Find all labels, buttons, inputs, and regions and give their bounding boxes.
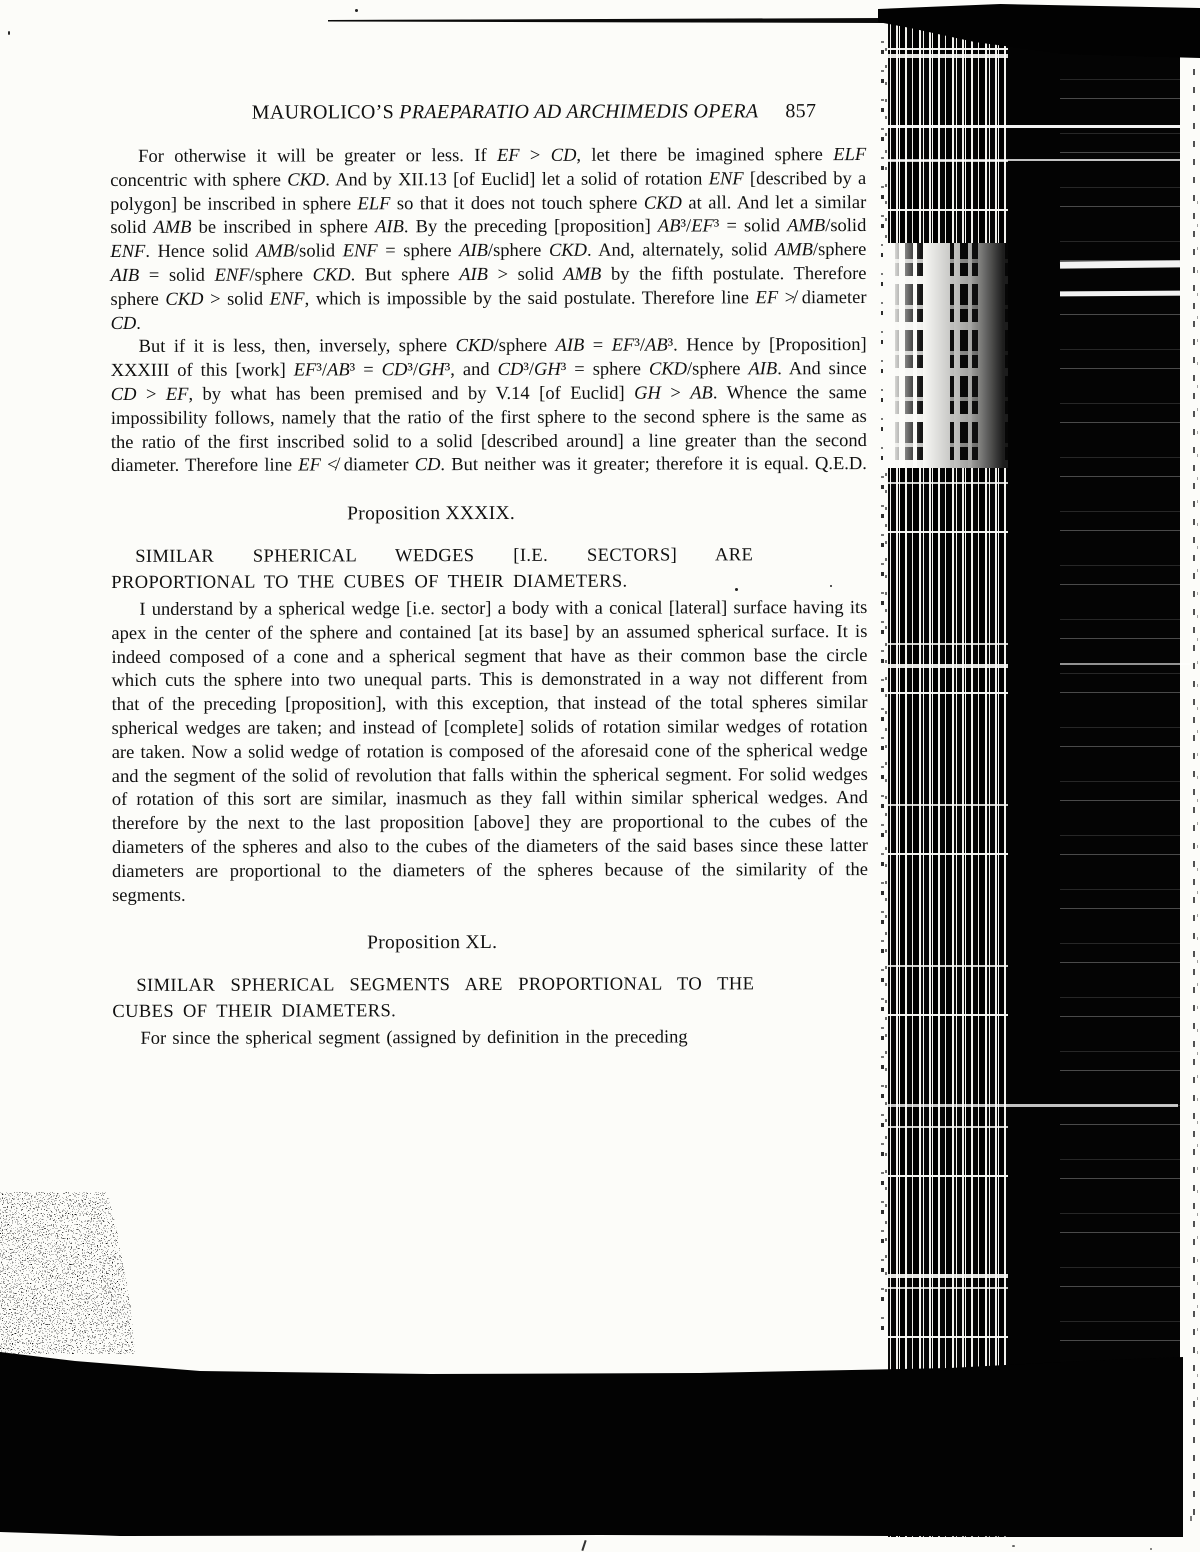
paragraph-proposition-xl: For since the spherical segment (assigned by definition in the preceding [140,1027,688,1050]
paragraph-proof-greater: For otherwise it will be greater or less. If EF > CD, let there be imagined sphere ELF concentric with sphere CKD. And by XII.13 [of Euclid] let a solid of rotation ENF [described by a polygon] be inscribed in sphere ELF so that it does not touch sphere CKD at all. And let a similar solid AMB be inscribed in sphere AIB. By the preceding [proposition] AB³/EF³ = solid AMB/solid ENF. Hence solid AMB/solid ENF = sphere AIB/sphere CKD. And, alternately, solid AMB/sphere AIB = solid ENF/sphere CKD. But sphere AIB > solid AMB by the fifth postulate. Therefore sphere CKD > solid ENF, which is impossible by the said postulate. Therefore line EF ≯ diameter CD. [110,145,867,334]
scan-speck [1190,1516,1192,1521]
statement-proposition-xxxix: SIMILAR SPHERICAL WEDGES [I.E. SECTORS] ARE PROPORTIONAL TO THE CUBES OF THEIR DIAMETERS. [111,545,754,593]
scan-speck [830,585,832,587]
paragraph-proposition-xxxix: I understand by a spherical wedge [i.e. sector] a body with a conical [lateral] surface having its apex in the center of the sphere and contained [at its base] by an assumed spherical surface. It is indeed composed of a cone and a spherical segment that have as their common base the circle which cuts the sphere into two unequal parts. This is demonstrated in a way not different from that of the preceding [proposition], with this exception, that instead of the total spheres similar spherical wedges are taken; and instead of [complete] solids of rotation similar wedges of rotation are taken. Now a solid wedge of rotation is composed of the aforesaid cone of the spherical wedge and the segment of the solid of revolution that falls within the spherical segment. For solid wedges of rotation of this sort are similar, inasmuch as they fall within similar spherical wedges. And therefore by the next to the last proposition [above] they are proportional to the cubes of the diameters of the spheres and also to the cubes of the diameters of the said bases since these latter diameters are proportional to the diameters of the spheres because of the similarity of the segments. [111,597,869,906]
gutter-tick-marks [880,30,888,1330]
white-scanline [888,159,1180,161]
text-column [110,100,868,1052]
white-scanline [888,125,1180,128]
heading-proposition-xl: Proposition XL. [367,932,498,954]
book-edge-scan-band [880,0,1200,1552]
page-title: MAUROLICO’S PRAEPARATIO AD ARCHIMEDIS OPERA [251,100,759,124]
running-head [156,100,912,125]
scan-speck [735,588,738,591]
white-scanline [1060,291,1180,297]
edge-white-margin [1180,0,1200,1552]
scan-speck [355,9,358,12]
scan-speck [1012,1545,1015,1547]
ladder-shadow [883,243,1008,468]
white-scanline [1060,260,1180,268]
blob-noise-svg [0,1072,135,1354]
white-scanline [1060,663,1190,665]
page-number: 857 [785,100,817,123]
edge-dashed-line [1193,55,1195,1515]
scan-speck [1150,1548,1152,1550]
edge-dashed-line [1197,200,1198,1400]
paragraph-proof-less: But if it is less, then, inversely, sphere CKD/sphere AIB = EF³/AB³. Hence by [Proposition] XXXIII of this [work] EF³/AB³ = CD³/GH³, and CD³/GH³ = sphere CKD/sphere AIB. And since CD > EF, by what has been premised and by V.14 [of Euclid] GH > AB. Whence the same impossibility follows, namely that the ratio of the first sphere to the second sphere is the same as the ratio of the first inscribed solid to a solid [described around] a line greater than the second diameter. Therefore line EF ≮ diameter CD. But neither was it greater; therefore it is equal. Q.E.D. [110,335,867,477]
edge-black-column [1008,10,1060,1537]
left-speckle-blob [0,1072,135,1354]
statement-proposition-xl: SIMILAR SPHERICAL SEGMENTS ARE PROPORTIONAL TO THE CUBES OF THEIR DIAMETERS. [112,974,755,1022]
gutter-tick-column [881,30,884,1330]
heading-proposition-xxxix: Proposition XXXIX. [347,503,516,525]
gutter-tick-column [885,44,887,1292]
white-scanline [888,1104,1178,1107]
top-rule-artifact [328,18,884,23]
bottom-shadow-band [0,1352,1183,1537]
scan-speck [8,31,10,35]
page-edges-ladder-patch [883,243,1008,468]
scan-speck [581,1540,586,1551]
